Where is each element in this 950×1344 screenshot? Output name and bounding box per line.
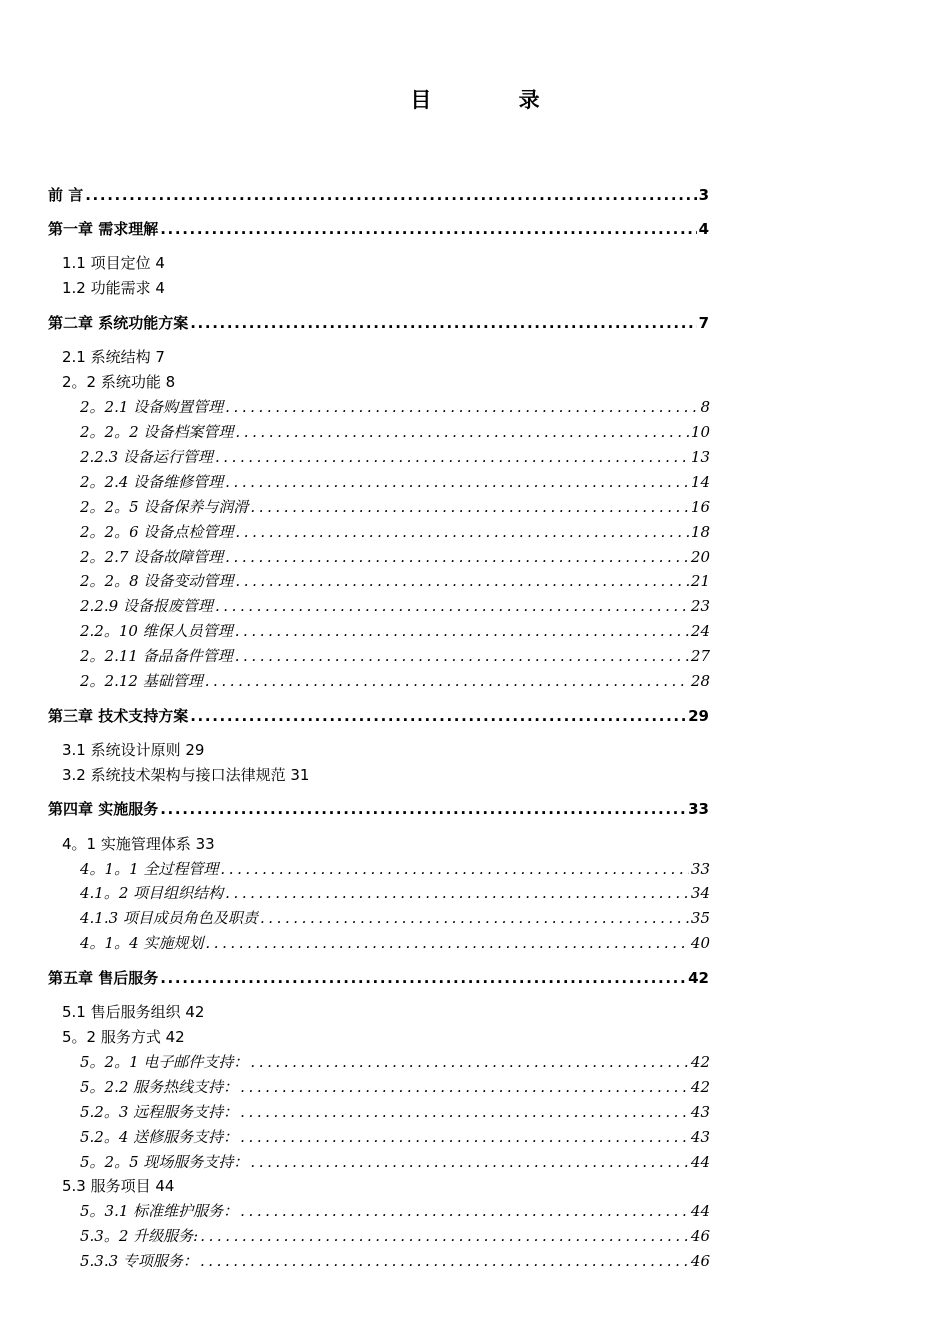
dot-leader (160, 800, 686, 818)
dot-leader (235, 523, 689, 541)
dot-leader (240, 1103, 689, 1121)
toc-entry-label: 5.3.3 专项服务： (80, 1252, 198, 1270)
toc-entry-sub[interactable] (80, 1225, 710, 1246)
dot-leader (235, 423, 689, 441)
toc-entry-label: 3.1 系统设计原则 29 (62, 741, 205, 759)
toc-entry-sub[interactable] (80, 1126, 710, 1147)
toc-entry-section[interactable] (62, 277, 165, 298)
toc-entry-label: 2。2.4 设备维修管理 (80, 473, 224, 491)
toc-page-number: 24 (690, 622, 710, 640)
toc-page-number: 33 (688, 800, 709, 818)
toc-entry-label: 5。2.2 服务热线支持： (80, 1078, 239, 1096)
dot-leader (225, 398, 698, 416)
toc-entry-label: 2.2.3 设备运行管理 (80, 448, 213, 466)
dot-leader (160, 969, 686, 987)
toc-entry-sub[interactable] (80, 546, 710, 567)
toc-entry-section[interactable] (62, 1026, 185, 1047)
dot-leader (250, 1053, 689, 1071)
toc-entry-sub[interactable] (80, 471, 710, 492)
toc-page-number: 46 (690, 1252, 710, 1270)
dot-leader (215, 597, 689, 615)
toc-entry-chapter[interactable] (48, 967, 709, 988)
toc-page-number: 42 (688, 969, 709, 987)
toc-entry-sub[interactable] (80, 882, 710, 903)
toc-entry-sub[interactable] (80, 858, 710, 879)
toc-entry-label: 第三章 技术支持方案 (48, 707, 189, 725)
toc-entry-label: 4。1。1 全过程管理 (80, 860, 219, 878)
toc-entry-sub[interactable] (80, 907, 710, 928)
toc-page-number: 8 (700, 398, 710, 416)
toc-entry-sub[interactable] (80, 496, 710, 517)
toc-entry-label: 2。2.12 基础管理 (80, 672, 203, 690)
toc-page-number: 34 (690, 884, 710, 902)
toc-entry-label: 5。2。1 电子邮件支持： (80, 1053, 249, 1071)
toc-page-number: 44 (690, 1202, 710, 1220)
dot-leader (235, 572, 689, 590)
toc-entry-label: 4.1.3 项目成员角色及职责 (80, 909, 258, 927)
toc-entry-section[interactable] (62, 764, 309, 785)
toc-entry-label: 第五章 售后服务 (48, 969, 159, 987)
toc-entry-sub[interactable] (80, 1076, 710, 1097)
toc-page-number: 13 (690, 448, 710, 466)
toc-entry-sub[interactable] (80, 670, 710, 691)
toc-page-number: 33 (690, 860, 710, 878)
toc-page-number: 43 (690, 1103, 710, 1121)
toc-page-number: 10 (690, 423, 710, 441)
toc-entry-section[interactable] (62, 252, 165, 273)
toc-entry-section[interactable] (62, 1001, 204, 1022)
dot-leader (220, 860, 689, 878)
toc-entry-sub[interactable] (80, 595, 710, 616)
toc-entry-label: 5.2。3 远程服务支持： (80, 1103, 239, 1121)
toc-entry-label: 4.1。2 项目组织结构 (80, 884, 224, 902)
toc-entry-section[interactable] (62, 739, 204, 760)
toc-entry-sub[interactable] (80, 1250, 710, 1271)
dot-leader (200, 1252, 689, 1270)
toc-page-number: 28 (690, 672, 710, 690)
toc-page-number: 42 (690, 1053, 710, 1071)
toc-entry-label: 5.1 售后服务组织 42 (62, 1003, 205, 1021)
dot-leader (235, 622, 689, 640)
toc-page-number: 14 (690, 473, 710, 491)
dot-leader (190, 707, 686, 725)
toc-entry-label: 1.2 功能需求 4 (62, 279, 165, 297)
toc-entry-section[interactable] (62, 346, 165, 367)
toc-page-number: 16 (690, 498, 710, 516)
toc-entry-label: 前 言 (48, 186, 84, 204)
dot-leader (240, 1202, 689, 1220)
dot-leader (205, 934, 689, 952)
toc-page-number: 44 (690, 1153, 710, 1171)
toc-entry-section[interactable] (62, 833, 215, 854)
toc-entry-sub[interactable] (80, 421, 710, 442)
toc-entry-chapter[interactable] (48, 705, 709, 726)
toc-entry-label: 5。2。5 现场服务支持： (80, 1153, 249, 1171)
toc-page-number: 23 (690, 597, 710, 615)
dot-leader (215, 448, 689, 466)
toc-entry-label: 2。2。5 设备保养与润滑 (80, 498, 249, 516)
dot-leader (85, 186, 696, 204)
dot-leader (205, 672, 689, 690)
toc-entry-label: 4。1。4 实施规划 (80, 934, 204, 952)
dot-leader (240, 1128, 689, 1146)
dot-leader (225, 548, 689, 566)
dot-leader (190, 314, 696, 332)
toc-page-number: 3 (698, 186, 709, 204)
toc-entry-sub[interactable] (80, 1101, 710, 1122)
toc-entry-label: 5.3。2 升级服务: (80, 1227, 199, 1245)
toc-page-number: 4 (698, 220, 709, 238)
toc-entry-sub[interactable] (80, 932, 710, 953)
toc-page-number: 27 (690, 647, 710, 665)
toc-entry-label: 2。2。2 设备档案管理 (80, 423, 234, 441)
toc-entry-label: 2。2 系统功能 8 (62, 373, 176, 391)
dot-leader (225, 473, 689, 491)
toc-entry-label: 2。2.11 备品备件管理 (80, 647, 233, 665)
toc-page-number: 7 (698, 314, 709, 332)
toc-entry-section[interactable] (62, 371, 175, 392)
toc-entry-label: 第一章 需求理解 (48, 220, 159, 238)
toc-entry-label: 5.3 服务项目 44 (62, 1177, 175, 1195)
toc-entry-sub[interactable] (80, 1151, 710, 1172)
toc-page-number: 21 (690, 572, 710, 590)
toc-entry-label: 3.2 系统技术架构与接口法律规范 31 (62, 766, 310, 784)
toc-entry-sub[interactable] (80, 521, 710, 542)
dot-leader (235, 647, 689, 665)
dot-leader (250, 498, 689, 516)
toc-entry-label: 2。2。8 设备变动管理 (80, 572, 234, 590)
dot-leader (250, 1153, 689, 1171)
toc-entry-sub[interactable] (80, 570, 710, 591)
toc-entry-section[interactable] (62, 1175, 174, 1196)
toc-entry-sub[interactable] (80, 396, 710, 417)
toc-page-number: 35 (690, 909, 710, 927)
toc-entry-chapter[interactable] (48, 312, 709, 333)
dot-leader (260, 909, 689, 927)
toc-page-number: 29 (688, 707, 709, 725)
dot-leader (225, 884, 689, 902)
page-title: 目 录 (410, 88, 580, 112)
toc-entry-label: 2。2.7 设备故障管理 (80, 548, 224, 566)
dot-leader (200, 1227, 689, 1245)
toc-entry-label: 4。1 实施管理体系 33 (62, 835, 215, 853)
toc-entry-label: 2。2.1 设备购置管理 (80, 398, 224, 416)
toc-page-number: 40 (690, 934, 710, 952)
toc-entry-chapter[interactable] (48, 218, 709, 239)
toc-entry-label: 5。3.1 标准维护服务： (80, 1202, 239, 1220)
toc-page-number: 18 (690, 523, 710, 541)
toc-entry-sub[interactable] (80, 1200, 710, 1221)
toc-entry-label: 2.1 系统结构 7 (62, 348, 165, 366)
toc-entry-label: 1.1 项目定位 4 (62, 254, 165, 272)
toc-entry-sub[interactable] (80, 645, 710, 666)
toc-entry-label: 2.2.9 设备报废管理 (80, 597, 213, 615)
toc-entry-sub[interactable] (80, 446, 710, 467)
toc-entry-sub[interactable] (80, 620, 710, 641)
toc-page-number: 20 (690, 548, 710, 566)
dot-leader (240, 1078, 689, 1096)
toc-entry-label: 2。2。6 设备点检管理 (80, 523, 234, 541)
toc-entry-sub[interactable] (80, 1051, 710, 1072)
toc-entry-label: 第二章 系统功能方案 (48, 314, 189, 332)
toc-entry-label: 第四章 实施服务 (48, 800, 159, 818)
toc-entry-chapter[interactable] (48, 798, 709, 819)
toc-page-number: 42 (690, 1078, 710, 1096)
toc-entry-chapter[interactable] (48, 184, 709, 205)
toc-entry-label: 5。2 服务方式 42 (62, 1028, 185, 1046)
toc-page-number: 43 (690, 1128, 710, 1146)
toc-entry-label: 2.2。10 维保人员管理 (80, 622, 233, 640)
toc-page-number: 46 (690, 1227, 710, 1245)
toc-entry-label: 5.2。4 送修服务支持： (80, 1128, 239, 1146)
dot-leader (160, 220, 696, 238)
